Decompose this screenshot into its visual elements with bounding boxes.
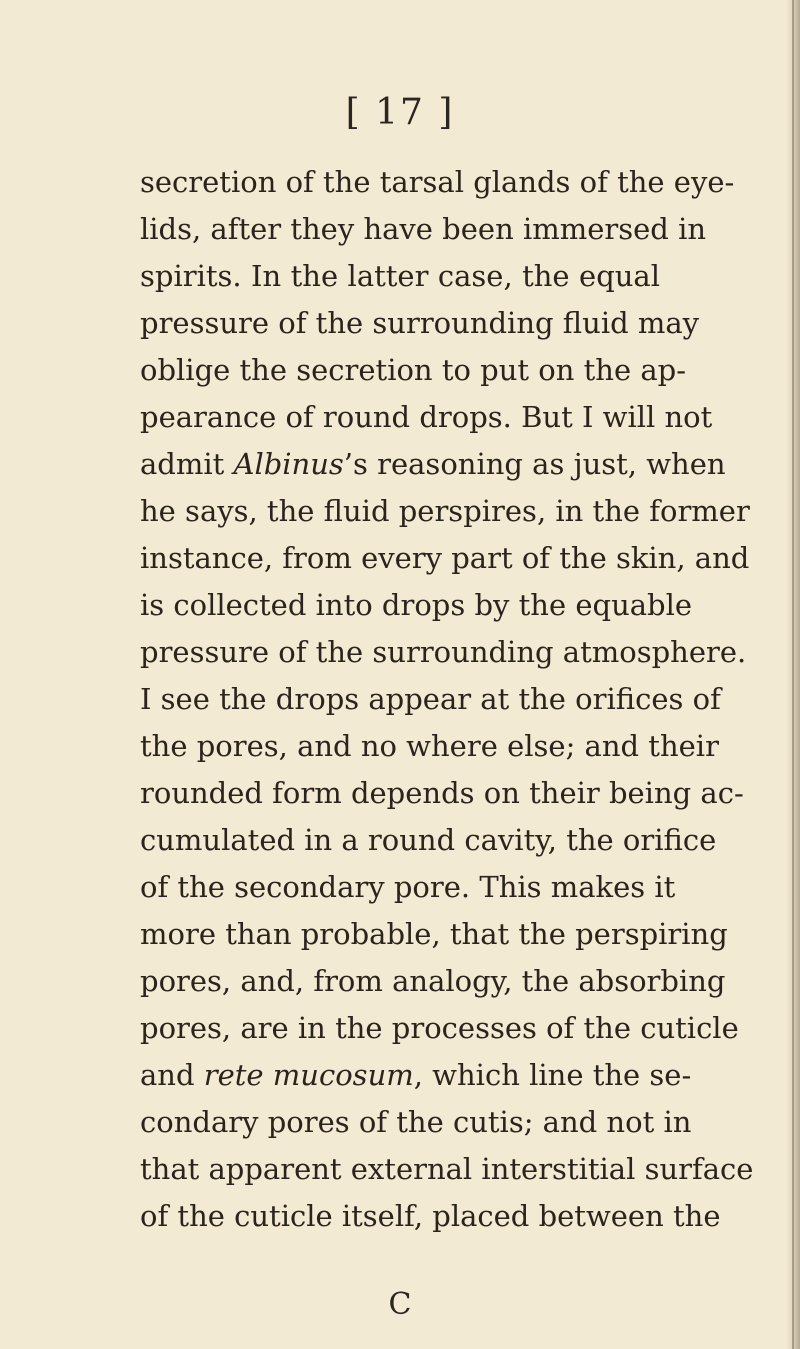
text-line-11: pressure of the surrounding atmosphere. [140,635,747,669]
text-line-16: of the secondary pore. This makes it [140,870,676,904]
signature-mark: C [388,1287,412,1322]
text-line-20 [140,1053,692,1097]
text-line-17: more than probable, that the perspiring [140,917,728,951]
text-line-7-pre: admit [140,447,234,481]
text-line-7-post: ’s reasoning as just, when [343,447,726,481]
text-line-9: instance, from every part of the skin, and [140,541,750,575]
text-line-15: cumulated in a round cavity, the orifice [140,823,717,857]
text-line-14: rounded form depends on their being ac- [140,776,744,810]
text-line-7 [140,442,726,486]
text-line-4: pressure of the surrounding fluid may [140,306,700,340]
text-line-5: oblige the secretion to put on the ap- [140,353,686,387]
italic-name-albinus: Albinus [233,447,344,481]
text-line-6: pearance of round drops. But I will not [140,400,713,434]
page-edge-line [792,0,794,1349]
text-line-1: secretion of the tarsal glands of the eye- [140,165,735,199]
text-line-12: I see the drops appear at the orifices of [140,682,721,716]
text-line-20-post: , which line the se- [413,1058,692,1092]
text-line-10: is collected into drops by the equable [140,588,693,622]
text-line-2: lids, after they have been immersed in [140,212,707,246]
italic-term-rete-mucosum: rete mucosum [203,1058,414,1092]
text-line-3: spirits. In the latter case, the equal [140,259,660,293]
text-line-20-pre: and [140,1058,204,1092]
text-line-18: pores, and, from analogy, the absorbing [140,964,726,998]
page-number-header: [ 17 ] [345,92,455,133]
text-line-13: the pores, and no where else; and their [140,729,719,763]
text-line-22: that apparent external interstitial surface [140,1152,754,1186]
text-line-8: he says, the fluid perspires, in the former [140,494,750,528]
text-line-21: condary pores of the cutis; and not in [140,1105,692,1139]
text-line-23: of the cuticle itself, placed between the [140,1199,721,1233]
text-line-19: pores, are in the processes of the cuticle [140,1011,739,1045]
